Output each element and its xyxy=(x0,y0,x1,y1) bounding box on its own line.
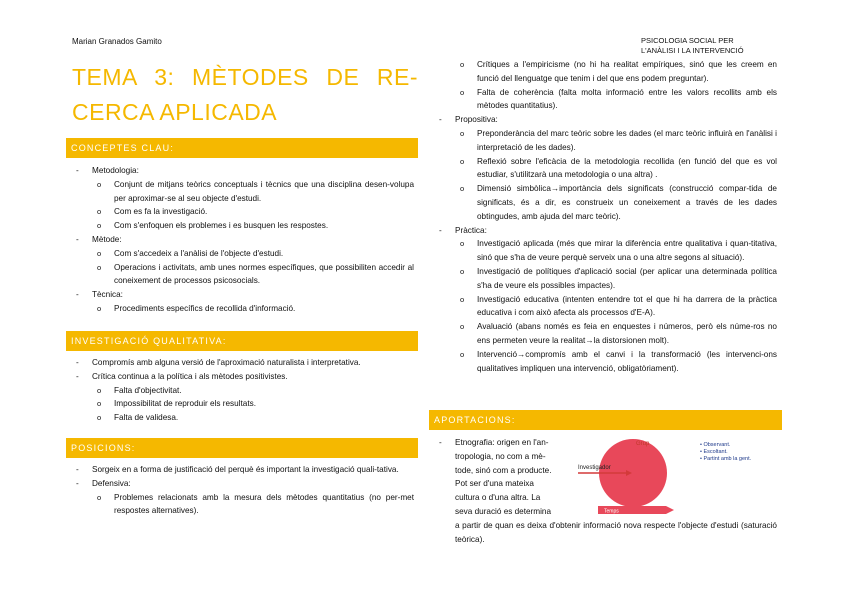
section-heading-aportacions: APORTACIONS: xyxy=(429,410,782,430)
list-subitem: o Preponderància del marc teòric sobre les dades (el marc teòric influirà en l'anàlisi i interpretació de les dades). xyxy=(435,127,777,155)
page-title: TEMA 3: MÈTODES DE RE-CERCA APLICADA xyxy=(72,64,418,125)
conceptes-list xyxy=(72,164,414,316)
list-item: - Propositiva: xyxy=(435,113,777,127)
qualitativa-list xyxy=(72,356,414,425)
etnografia-line: seva duració es determina xyxy=(455,506,552,516)
etnografia-tail: a partir de quan es deixa d'obtenir informació nova respecte l'objecte d'estudi (saturació teòrica). xyxy=(455,520,777,544)
course-title-line2: L'ANÀLISI I LA INTERVENCIÓ xyxy=(641,46,744,55)
posicions-continued-list xyxy=(435,58,777,375)
etnografia-line: - Etnografia: origen en l'an- xyxy=(455,438,549,447)
list-subitem: o Falta de coherència (falta molta informació entre les valors recollits amb els mètodes quantitatius). xyxy=(435,86,777,114)
section-heading-conceptes: CONCEPTES CLAU: xyxy=(66,138,418,158)
posicions-list xyxy=(72,463,414,518)
legend-item: • Partint amb la gent. xyxy=(700,456,752,462)
list-item: - Tècnica: xyxy=(72,288,414,302)
list-item: - Crítica continua a la política i als mètodes positivistes. xyxy=(72,370,414,384)
list-item: - Compromís amb alguna versió de l'aproximació naturalista i interpretativa. xyxy=(72,356,414,370)
course-title xyxy=(641,36,781,56)
section-heading-posicions: POSICIONS: xyxy=(66,438,418,458)
list-subitem: o Operacions i activitats, amb unes normes específiques, que possibiliten accedir al coneixement de processos psicosocials. xyxy=(72,261,414,289)
list-subitem: o Reflexió sobre l'eficàcia de la metodologia recollida (en funció del que es vol estudiar, s'utilitzarà una metodologia o una altra) . xyxy=(435,155,777,183)
legend-item: • Observant. xyxy=(700,442,731,448)
list-subitem: o Intervenció→compromís amb el canvi i la transformació (les intervenci-ons qualitatives impliquen una intervenció, obligatòriament). xyxy=(435,348,777,376)
list-subitem: o Procediments específics de recollida d'informació. xyxy=(72,302,414,316)
list-subitem: o Investigació aplicada (més que mirar la diferència entre qualitativa i quan-titativa, sinó que s'ha de veure perquè serveix una o una altre segons al situació). xyxy=(435,237,777,265)
investigator-label: Investigador xyxy=(578,465,611,471)
list-subitem: o Com s'enfoquen els problemes i es busquen les respostes. xyxy=(72,219,414,233)
list-item: - Defensiva: xyxy=(72,477,414,491)
etnografia-line: Pot ser d'una mateixa xyxy=(455,479,534,489)
etnografia-line: tode, sinó com a producte. xyxy=(455,465,552,475)
course-title-line1: PSICOLOGIA SOCIAL PER xyxy=(641,36,734,45)
ethnography-diagram xyxy=(578,436,778,522)
group-label: Grup xyxy=(636,441,650,447)
etnografia-line: tropologia, no com a mè- xyxy=(455,451,546,461)
list-subitem: o Crítiques a l'empiricisme (no hi ha realitat empíriques, sinó que les creem en funció del llenguatge que tenim i del que ens podem preguntar). xyxy=(435,58,777,86)
list-subitem: o Dimensió simbòlica→importància dels significats (construcció compar-tida de significats, és a dir, es construeix un coneixement a través de les dades obtingudes, amb ajuda del marc teòric). xyxy=(435,182,777,223)
list-subitem: o Com s'accedeix a l'anàlisi de l'objecte d'estudi. xyxy=(72,247,414,261)
etnografia-text xyxy=(455,436,590,519)
list-item: - Mètode: xyxy=(72,233,414,247)
list-item: - Sorgeix en a forma de justificació del perquè és important la investigació quali-tativa. xyxy=(72,463,414,477)
list-subitem: o Avaluació (abans només es feia en enquestes i números, però els núme-ros no ens permeten veure la realitat→la distorsionen molt). xyxy=(435,320,777,348)
list-item: - Pràctica: xyxy=(435,224,777,238)
list-subitem: o Investigació educativa (intenten entendre tot el que hi ha darrera de la pràctica educativa i com això afecta als processos d'E-A). xyxy=(435,293,777,321)
section-heading-qualitativa: INVESTIGACIÓ QUALITATIVA: xyxy=(66,331,418,351)
list-subitem: o Conjunt de mitjans teòrics conceptuals i tècnics que una disciplina desen-volupa per aproximar-se al seu objecte d'estudi. xyxy=(72,178,414,206)
time-label: Temps xyxy=(604,508,619,515)
list-item: - Metodologia: xyxy=(72,164,414,178)
list-subitem: o Problemes relacionats amb la mesura dels mètodes quantitatius (no per-met respostes alternatives). xyxy=(72,491,414,519)
list-subitem: o Falta de validesa. xyxy=(72,411,414,425)
list-subitem: o Com es fa la investigació. xyxy=(72,205,414,219)
list-subitem: o Falta d'objectivitat. xyxy=(72,384,414,398)
list-subitem: o Impossibilitat de reproduir els resultats. xyxy=(72,397,414,411)
author-name: Marian Granados Gamito xyxy=(72,37,162,46)
legend-item: • Escoltant. xyxy=(700,449,728,455)
etnografia-line: cultura o d'una altra. La xyxy=(455,493,541,503)
list-subitem: o Investigació de polítiques d'aplicació social (per aplicar una determinada política s'ha de veure els possibles impactes). xyxy=(435,265,777,293)
